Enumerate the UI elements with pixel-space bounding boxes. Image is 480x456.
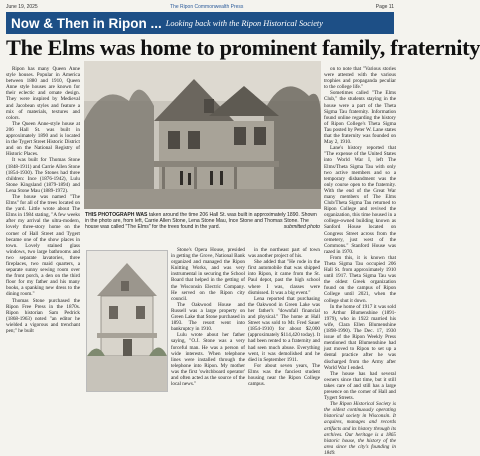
page-date: June 19, 2025: [6, 4, 38, 10]
paragraph: Lulu wrote about her father saying, "O.J. Stone was a very forceful man. He was a person of wide interests. When telephone lines were installed through the telephone into Ripon. My mother was the first 'switchboard operator' and often acted as the source of the local news.": [171, 332, 245, 388]
paragraph: The Queen Anne-style house at 206 Hall St. was built in approximately 1890 and is located in the Tygert Street Historic District and on the National Registry of Historic Places.: [6, 120, 80, 158]
banner-subtitle: Looking back with the Ripon Historical Society: [165, 18, 323, 28]
paragraph: Thomas Stone purchased the Ripon Free Press in the 1870s. Ripon historian Sam Pedrick (1868-1963) noted "an editor he wielded a vigorous and trenchant pen;" he built: [6, 297, 80, 335]
page-number: Page 11: [375, 4, 394, 10]
article-column-4: [324, 66, 396, 456]
paragraph: Stone's Opera House, presided in getting the Grove, National Bank organized and managed the Ripon Knitting Works, and was very instrumental in securing the School Board that helped in the getting of the Wisconsin Electric Company. He served on the Ripon city council.: [171, 247, 245, 302]
section-banner: [6, 12, 394, 34]
banner-title: Now & Then in Ripon ...: [11, 15, 162, 31]
photo-caption: [85, 212, 320, 245]
caption-lead: THIS PHOTOGRAPH WAS: [85, 212, 148, 218]
masthead: [6, 2, 394, 12]
paragraph: in the northeast part of town was another project of his.: [248, 247, 320, 260]
house-exterior-photo: [86, 250, 168, 392]
photo-credit: submitted photo: [283, 224, 320, 230]
paragraph: The house was named "The Elms" for all of the trees located on the yard. Little wrote about The Elms in 1984 stating, "A few weeks after my arrival the ultra-modern, lovely three-story home on the corner of Hall Street and Tygert became one of the show places in town. Lovely stained glass windows, two large bathrooms and two separate lavatories, three fireplaces, two maid quarters, a separate sunny sewing room over the front porch, a den on the third floor for my father and his many books, a spanking new dress to the dining room.": [6, 193, 80, 298]
house-photograph: [84, 61, 321, 209]
paragraph: on to note that "Various stories were attested with the various trophies and propaganda peculiar to the college life.": [324, 66, 396, 91]
paragraph: From this, it is known that Theta Sigma Tau occupied 206 Hall St. from approximately 1910 until 1917. Theta Sigma Tau was the oldest Greek organization found on the campus of Ripon College until 2021, when the college shut it down.: [324, 254, 396, 304]
article-column-2: [171, 247, 245, 400]
society-footnote: The Ripon Historical Society is the oldest continuously operating historical society in Wisconsin. It acquires, manages and records artifacts and its history through its archives. Our heritage is a 1865 historic house, the history of the area since the city's founding in 1849.: [324, 401, 396, 456]
caption-text: taken around the time 206 Hall St. was built in approximately 1890. Shown in the photo are, from left, Carrie Allen Stone, Lena Stone Mau, Ince Stone and Thomas Stone. The house was called "The Elms" for the trees found in the yard.: [85, 212, 317, 230]
house-sketch: [87, 251, 167, 391]
paragraph: For about seven years, The Elms was the fanciest student housing near the Ripon College campus.: [248, 362, 320, 388]
paragraph: Lane's history reported that "The expense of the United States into World War I, left The Elms/Theta Sigma Tau with only two active members and so a temporary disbandment was the only course open to the fraternity. With the end of the Great War many members of The Elms Club/Theta Sigma Tau returned to Ripon College and revived the organization, this time housed in a college-owned building known as Sanford House located on Congress Street across from the cemetery, just west of the Commons." Stanford House was razed in 1970.: [324, 145, 396, 255]
house-illustration: [84, 61, 321, 209]
article-column-1: [6, 66, 80, 400]
paragraph: Sometimes called "The Elms Club," the students staying in the house were a part of the Theta Sigma Tau fraternity. Information found online regarding the history of Ripon College's Theta Sigma Tau posted by Peter W. Lane states that the fraternity was founded on May 2, 1910.: [324, 90, 396, 146]
publication-name: The Ripon Commonwealth Press: [170, 4, 244, 10]
article-headline: The Elms was home to prominent family, fraternity: [6, 35, 480, 60]
paragraph: In the home of 1917 it was sold to Arthur Blumenshine (1891-1979), who in 1922 married his wife, Clara Ellen Blumenshine (1898-1990). The Dec. 17, 1930 issue of the Ripon Weekly Press mentioned that Blumenshine had just moved to Ripon to set up a dental practice after he was discharged from the Army after World War I ended.: [324, 303, 396, 371]
paragraph: The house has had several owners since that time, but it still takes care of and still has a large presence on the corner of Hall and Tygert Streets.: [324, 370, 396, 402]
paragraph: Lena reported that purchasing the Oakwood in Green Lake was her father's "downfall financial and physical." The home at Hall Street was sold to Mr. Fred Sauer (1854-1910) for about $2,000 (approximately $114,420 today). It had been rented to a fraternity and had seen much abuse. Everything went, it was demolished and he died in September 1911.: [248, 295, 320, 363]
paragraph: It was built for Thomas Stone (1848-1911) and Carrie Allen Stone (1854-1930). The Stones had three children: Ince (1876-1942), Lulu Stone Kingsland (1879-1894) and Lena Stone Mau (1889-1972).: [6, 157, 80, 194]
paragraph: She added that "He rode in the first automobile that was shipped into Ripon, it came from the St. Paul depot, past the high school where I was, classes were dismissed. It was a big event.": [248, 259, 320, 296]
paragraph: The Oakwood House and Russell was a large property on Green Lake that Stone purchased in 1893. The resort went into bankruptcy in 1910.: [171, 301, 245, 333]
paragraph: Ripon has many Queen Anne style houses. Popular in America between 1880 and 1910, Queen Anne style houses are known for their eclectic and ornate design. They were inspired by Medieval and Jacobean styles and feature a mix of materials, textures and colors.: [6, 66, 80, 121]
article-column-3: [248, 247, 320, 400]
